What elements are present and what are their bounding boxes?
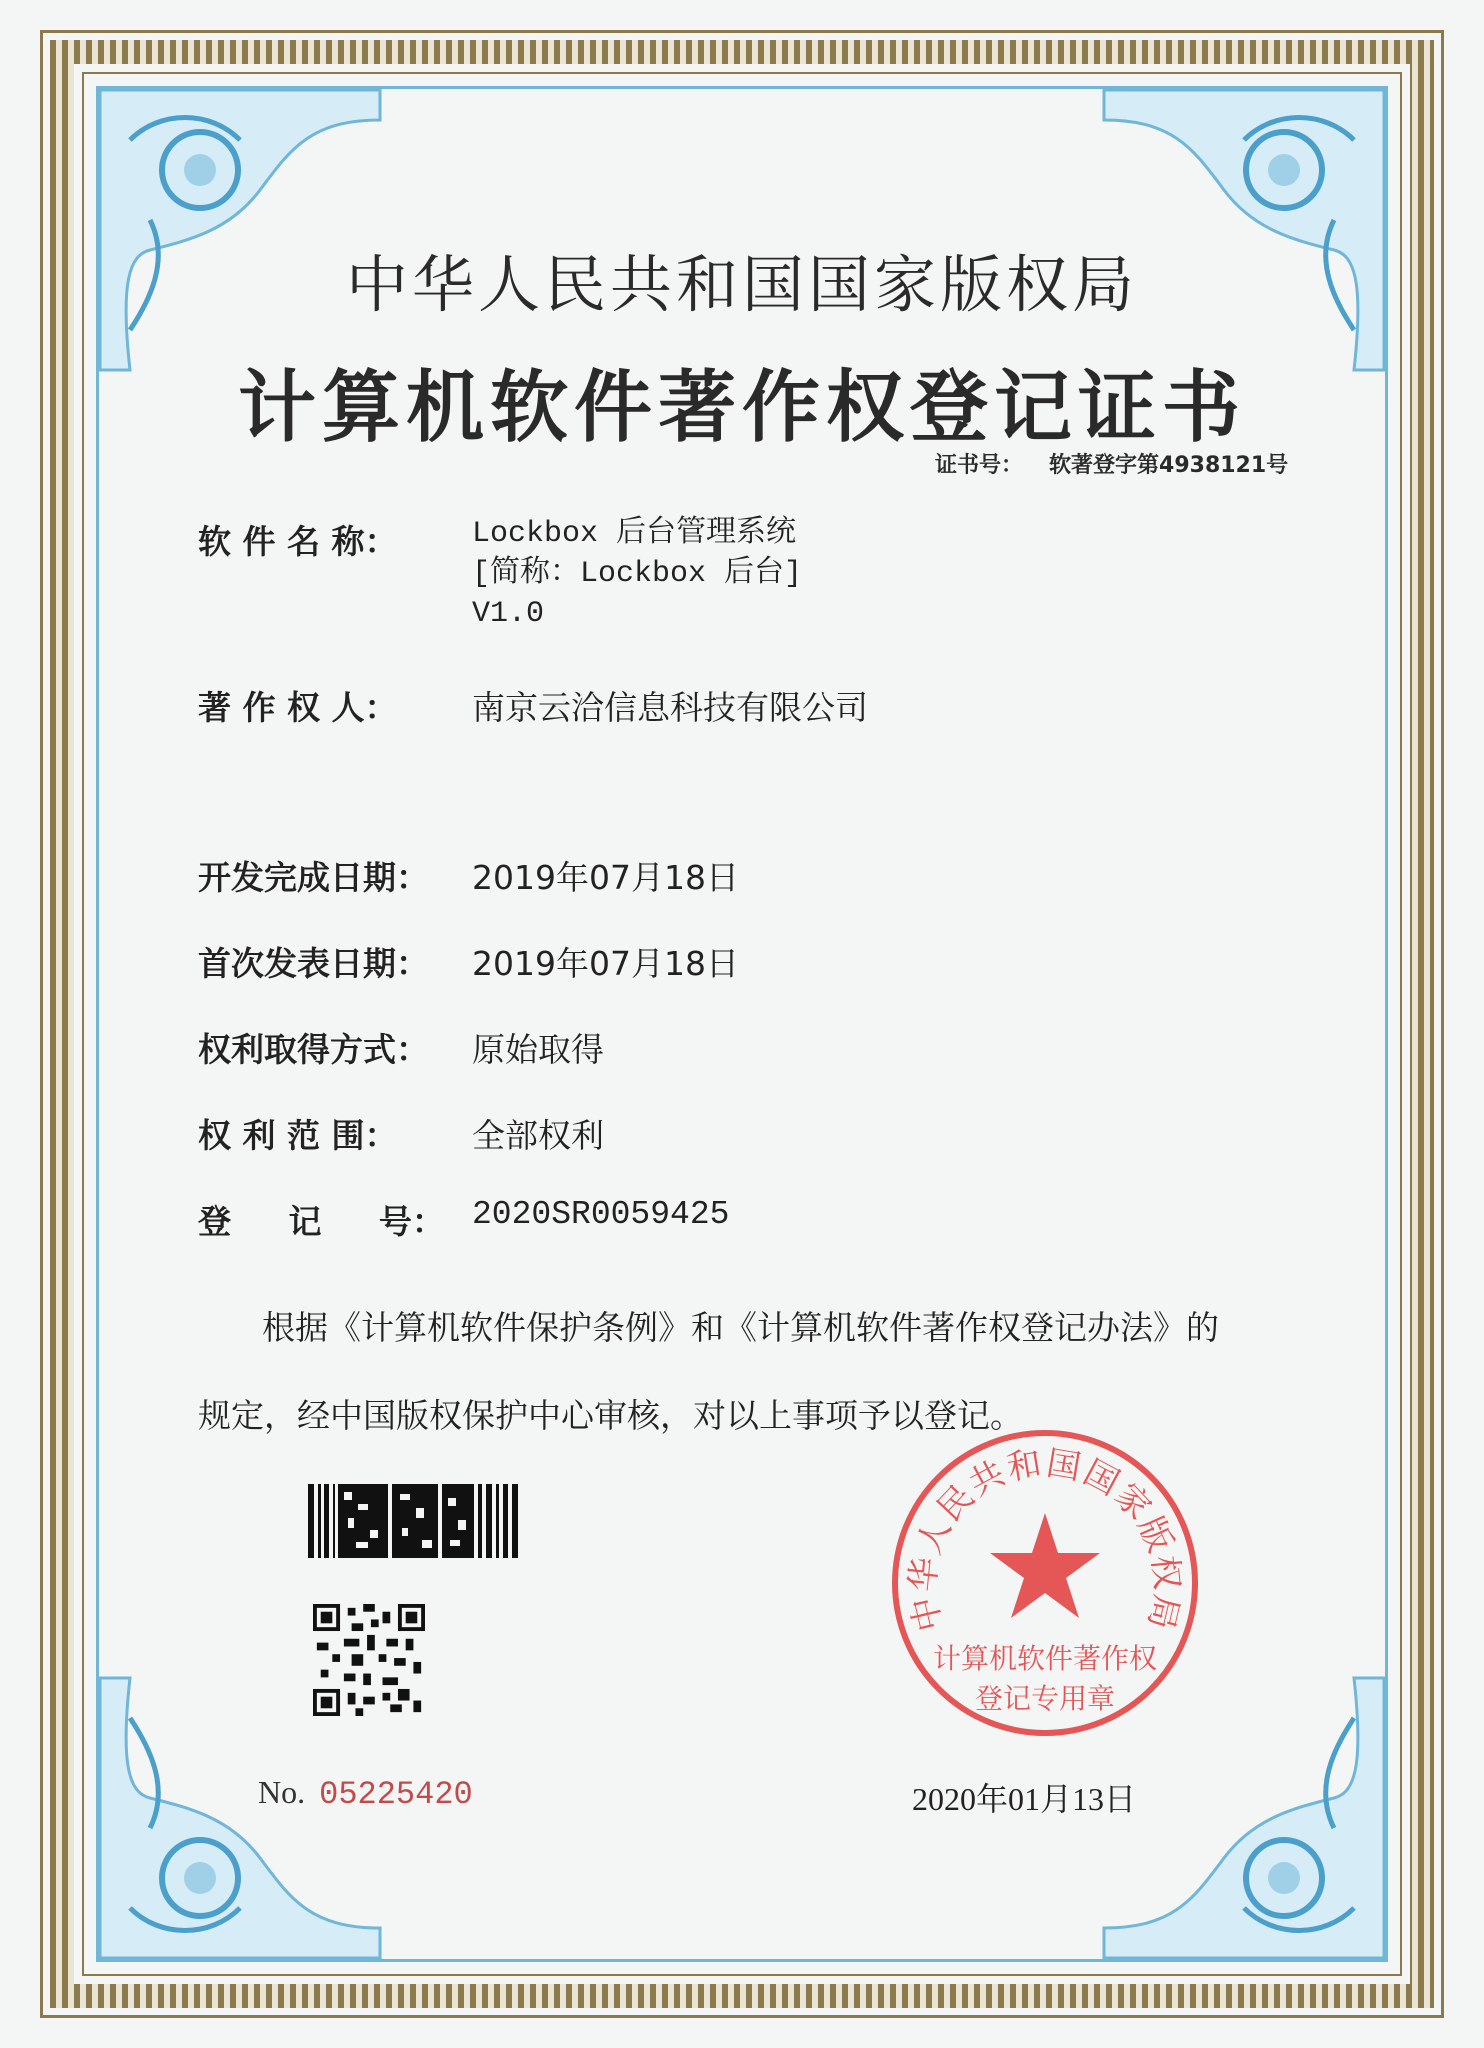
official-seal-icon [880,1418,1210,1748]
serial-number-value: 05225420 [319,1776,473,1813]
software-name-row [198,516,460,563]
rights-scope-row [198,1110,604,1157]
acquire-method-value: 原始取得 [472,1030,604,1069]
corner-ornament-icon [1094,80,1394,380]
seal-arc-text: 中华人民共和国国家版权局 [902,1443,1188,1635]
statement-line-2: 规定，经中国版权保护中心审核，对以上事项予以登记。 [198,1396,1023,1435]
first-publish-value: 2019年07月18日 [472,944,739,983]
rights-scope-value: 全部权利 [472,1116,604,1155]
rights-scope-label: 权 利 范 围： [198,1116,398,1155]
serial-number [258,1774,473,1813]
first-publish-label: 首次发表日期： [198,944,429,983]
certificate-number-label: 证书号： [935,453,1024,478]
copyright-owner-row [198,682,868,729]
serial-number-label: No. [258,1774,306,1810]
barcode-icon [308,1484,518,1558]
dev-completion-value: 2019年07月18日 [472,858,739,897]
statement-line-1: 根据《计算机软件保护条例》和《计算机软件著作权登记办法》的 [262,1308,1219,1347]
dev-completion-row [198,852,739,899]
software-version-line: V1.0 [472,597,545,631]
copyright-owner-value: 南京云洽信息科技有限公司 [472,688,868,727]
qr-code-icon [312,1604,426,1716]
issue-date: 2020年01月13日 [912,1781,1137,1817]
issuing-agency: 中华人民共和国国家版权局 [345,248,1138,321]
seal-line-2: 登记专用章 [974,1682,1116,1715]
corner-ornament-icon [90,80,390,380]
acquire-method-row [198,1024,604,1071]
seal-line-1: 计算机软件著作权 [932,1642,1158,1675]
certificate-number-value: 软著登字第4938121号 [1049,453,1289,478]
certificate-number [935,448,1288,479]
registration-number-value: 2020SR0059425 [472,1196,730,1233]
software-name-label: 软 件 名 称： [198,522,398,561]
registration-number-row [198,1196,730,1243]
software-name-value [472,514,802,634]
registration-number-label: 登 记 号： [198,1202,445,1241]
acquire-method-label: 权利取得方式： [198,1030,429,1069]
copyright-owner-label: 著 作 权 人： [198,688,398,727]
certificate-title: 计算机软件著作权登记证书 [237,363,1246,453]
software-name-line: Lockbox 后台管理系统 [472,517,797,551]
first-publish-row [198,938,739,985]
software-short-name-line: [简称：Lockbox 后台] [472,557,803,591]
dev-completion-label: 开发完成日期： [198,858,429,897]
